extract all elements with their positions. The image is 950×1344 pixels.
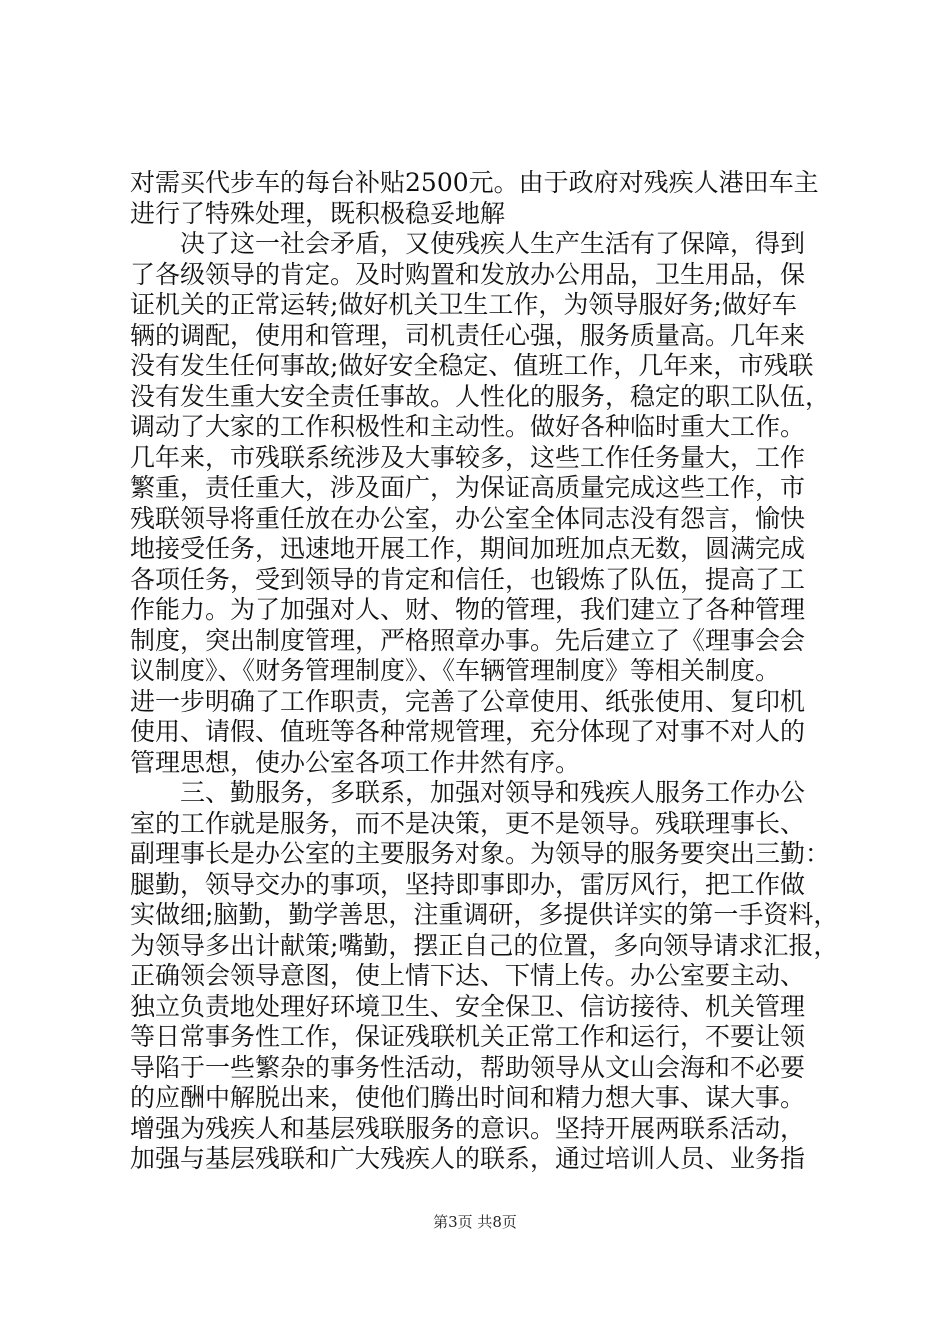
text-line: 室的工作就是服务，而不是决策，更不是领导。残联理事长、 [130,808,806,838]
text-line: 制度，突出制度管理，严格照章办事。先后建立了《理事会会 [130,625,806,655]
text-line: 使用、请假、值班等各种常规管理，充分体现了对事不对人的 [130,717,806,746]
text-line: 独立负责地处理好环境卫生、安全保卫、信访接待、机关管理 [130,991,806,1021]
text-line: 调动了大家的工作积极性和主动性。做好各种临时重大工作。 [130,412,806,441]
text-line: 作能力。为了加强对人、财、物的管理，我们建立了各种管理 [130,595,806,624]
text-line: 进行了特殊处理，既积极稳妥地解 [130,198,506,228]
text-line: 残联领导将重任放在办公室，办公室全体同志没有怨言，愉快 [130,503,806,533]
text-line: 辆的调配，使用和管理，司机责任心强，服务质量高。几年来 [130,320,806,350]
text-line: 地接受任务，迅速地开展工作，期间加班加点无数，圆满完成 [130,534,806,563]
text-line: 繁重，责任重大，涉及面广，为保证高质量完成这些工作，市 [130,473,806,502]
section-heading-line: 三、勤服务，多联系，加强对领导和残疾人服务工作办公 [180,778,806,807]
text-line: 了各级领导的肯定。及时购置和发放办公用品，卫生用品，保 [130,259,806,289]
text-line: 对需买代步车的每台补贴2500元。由于政府对残疾人港田车主 [130,168,819,197]
text-line: 进一步明确了工作职责，完善了公章使用、纸张使用、复印机 [130,686,806,716]
text-line: 腿勤，领导交办的事项，坚持即事即办，雷厉风行，把工作做 [130,869,806,899]
text-line: 管理思想，使办公室各项工作井然有序。 [130,747,581,777]
paragraph-start-line: 决了这一社会矛盾，又使残疾人生产生活有了保障，得到 [180,229,806,258]
text-line: 证机关的正常运转;做好机关卫生工作，为领导服好务;做好车 [130,290,797,319]
text-line: 增强为残疾人和基层残联服务的意识。坚持开展两联系活动， [130,1113,806,1143]
text-line: 加强与基层残联和广大残疾人的联系，通过培训人员、业务指 [130,1144,806,1173]
text-line: 没有发生重大安全责任事故。人性化的服务，稳定的职工队伍， [130,381,831,411]
text-line: 副理事长是办公室的主要服务对象。为领导的服务要突出三勤： [130,839,831,868]
text-line: 各项任务，受到领导的肯定和信任，也锻炼了队伍，提高了工 [130,564,806,594]
text-line: 实做细;脑勤，勤学善思，注重调研，多提供详实的第一手资料， [130,900,839,929]
text-line: 导陷于一些繁杂的事务性活动，帮助领导从文山会海和不必要 [130,1052,806,1082]
text-line: 等日常事务性工作，保证残联机关正常工作和运行，不要让领 [130,1022,806,1051]
text-line: 几年来，市残联系统涉及大事较多，这些工作任务量大，工作 [130,442,806,472]
text-line: 没有发生任何事故;做好安全稳定、值班工作，几年来，市残联 [130,351,814,380]
page-number-footer: 第3页 共8页 [433,1213,517,1231]
body-text [130,168,842,1175]
text-line: 正确领会领导意图，使上情下达、下情上传。办公室要主动、 [130,961,806,990]
text-line: 议制度》、《财务管理制度》、《车辆管理制度》等相关制度。 [130,656,781,685]
text-line: 为领导多出计献策;嘴勤，摆正自己的位置，多向领导请求汇报， [130,930,839,960]
text-line: 的应酬中解脱出来，使他们腾出时间和精力想大事、谋大事。 [130,1083,806,1112]
